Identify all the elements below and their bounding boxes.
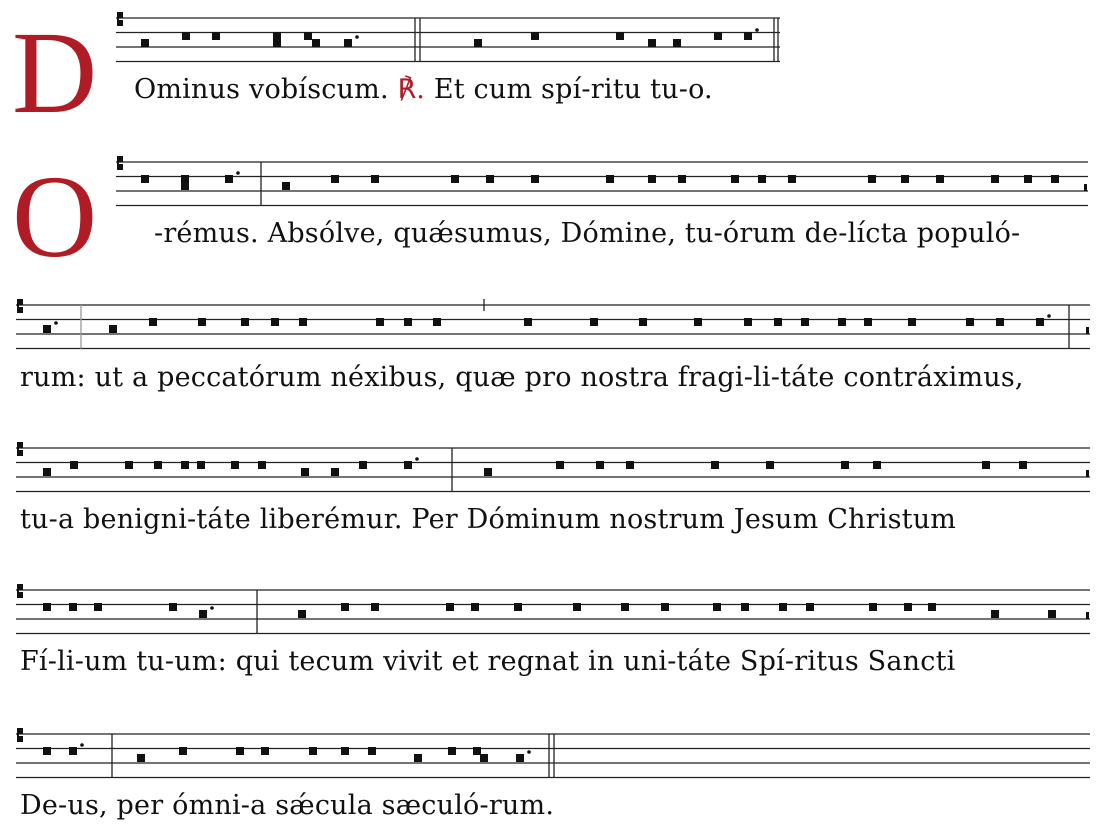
initial-letter-d: D (12, 7, 98, 138)
lyric-text: -rémus. Absólve, quǽsumus, Dómine, tu-órum de-lícta populó- (154, 218, 1021, 249)
initial-letter-o: O (12, 151, 98, 282)
neume-note (473, 747, 481, 755)
lyric-text: Fí-li-um tu-um: qui tecum vivit et regnat in uni-táte Spí-ritus Sancti (20, 646, 956, 677)
lyric-line-3 (20, 362, 1024, 393)
response-sign: ℟. (388, 74, 426, 105)
c-clef-icon (17, 728, 23, 742)
lyric-line-1 (134, 74, 713, 105)
lyric-text: Ominus vobíscum. (134, 74, 389, 105)
lyric-line-2 (154, 218, 1020, 249)
lyric-text: tu-a benigni-táte liberémur. Per Dóminum nostrum Jesum Christum (20, 504, 957, 535)
neume-note (179, 747, 187, 755)
lyric-line-6 (20, 790, 554, 821)
neume-note (43, 747, 51, 755)
mora-dot (80, 743, 84, 747)
neume-note (261, 747, 269, 755)
neume-note (516, 754, 524, 762)
lyric-text: Et cum spí-ritu tu-o. (425, 74, 713, 105)
neume-note (448, 747, 456, 755)
neume-note (309, 747, 317, 755)
neume-note (368, 747, 376, 755)
neume-note (69, 747, 77, 755)
lyric-text: rum: ut a peccatórum néxibus, quæ pro nostra fragi-li-táte contráximus, (20, 362, 1024, 393)
lyric-line-5 (20, 646, 955, 677)
neume-note (137, 754, 145, 762)
neume-note (236, 747, 244, 755)
lyric-line-4 (20, 504, 956, 535)
neume-note (414, 754, 422, 762)
neume-note (480, 754, 488, 762)
lyric-text: De-us, per ómni-a sǽcula sæculó-rum. (20, 790, 555, 821)
mora-dot (527, 750, 531, 754)
neume-note (341, 747, 349, 755)
